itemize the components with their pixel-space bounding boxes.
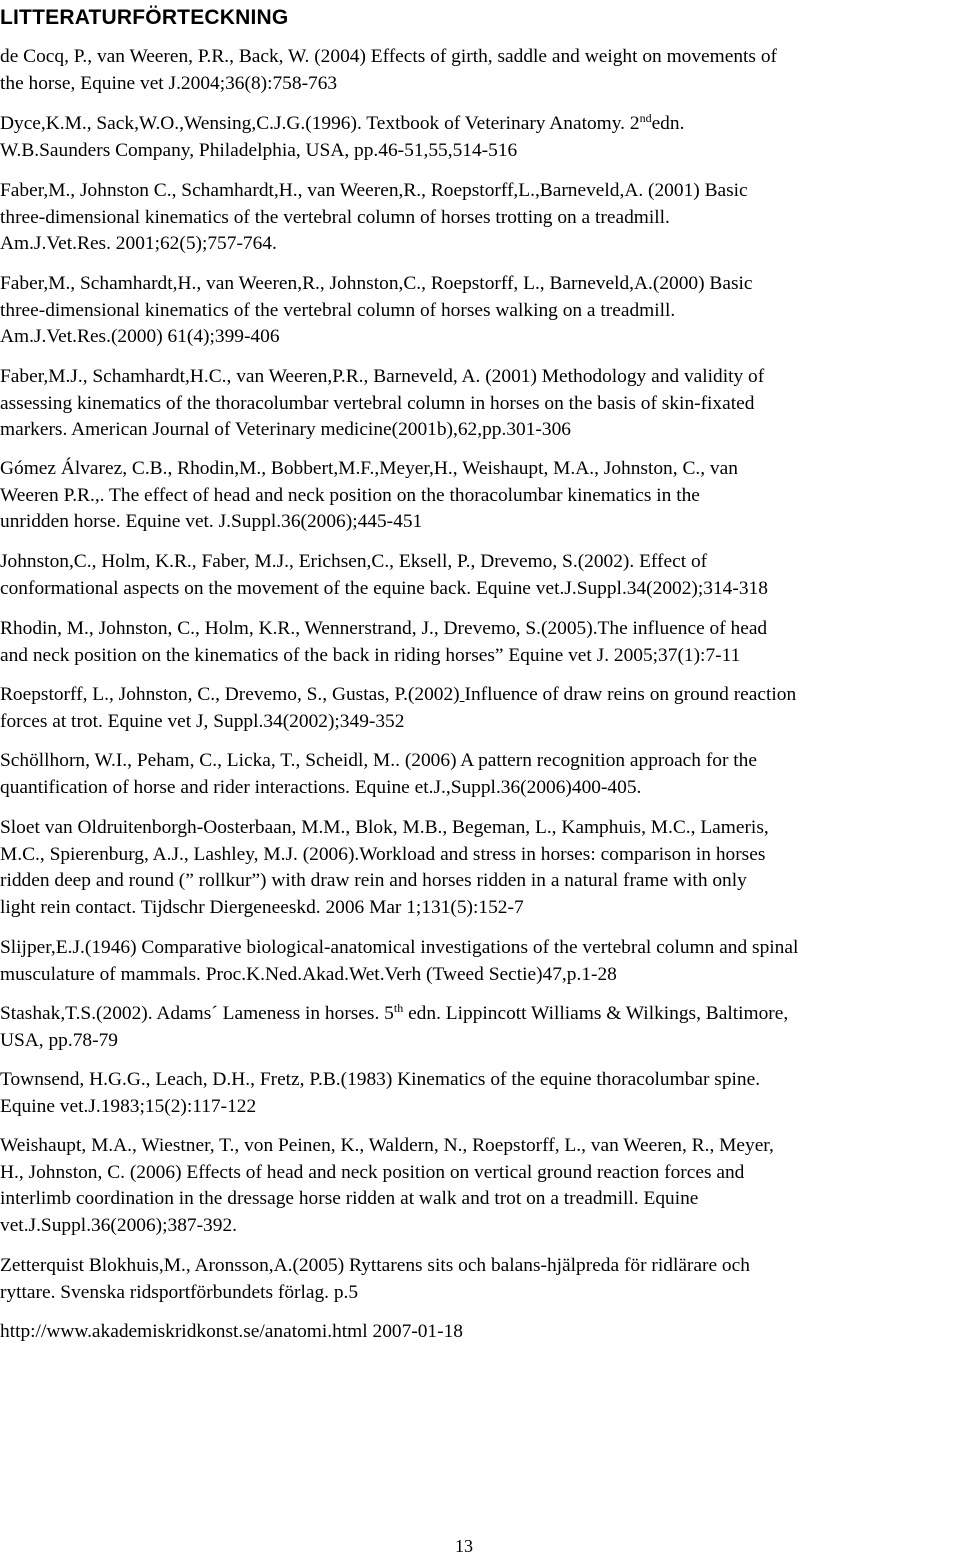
reference-line: ryttare. Svenska ridsportförbundets förlag. p.5 xyxy=(0,1281,359,1303)
reference-line: Slijper,E.J.(1946) Comparative biological-anatomical investigations of the vertebral column and spinal xyxy=(0,937,799,958)
reference-item xyxy=(0,271,958,351)
reference-item xyxy=(0,815,958,922)
reference-url-line[interactable]: http://www.akademiskridkonst.se/anatomi.html 2007-01-18 xyxy=(0,1321,463,1342)
page-number: 13 xyxy=(455,1536,473,1556)
superscript: nd xyxy=(639,111,652,125)
reference-line: assessing kinematics of the thoracolumbar vertebral column in horses on the basis of skin-fixated xyxy=(0,392,755,414)
reference-text: Influence of draw reins on ground reaction xyxy=(464,684,797,705)
reference-line: Rhodin, M., Johnston, C., Holm, K.R., Wennerstrand, J., Drevemo, S.(2005).The influence of head xyxy=(0,618,768,639)
reference-line: Am.J.Vet.Res. 2001;62(5);757-764. xyxy=(0,233,277,255)
reference-text: Dyce,K.M., Sack,W.O.,Wensing,C.J.G.(1996). Textbook of Veterinary Anatomy. 2 xyxy=(0,113,640,134)
reference-line: M.C., Spierenburg, A.J., Lashley, M.J. (2006).Workload and stress in horses: comparison in horses xyxy=(0,843,766,865)
reference-text: Stashak,T.S.(2002). Adams´ Lameness in horses. 5 xyxy=(0,1003,394,1024)
reference-line: interlimb coordination in the dressage horse ridden at walk and trot on a treadmill. Equine xyxy=(0,1188,699,1210)
reference-line: Schöllhorn, W.I., Peham, C., Licka, T., Scheidl, M.. (2006) A pattern recognition approach for the xyxy=(0,750,757,771)
reference-item xyxy=(0,935,958,988)
reference-line: quantification of horse and rider interactions. Equine et.J.,Suppl.36(2006)400-405. xyxy=(0,776,642,798)
reference-line: three-dimensional kinematics of the vertebral column of horses walking on a treadmill. xyxy=(0,299,676,321)
reference-item xyxy=(0,1253,958,1306)
reference-item xyxy=(0,178,958,258)
reference-item xyxy=(0,1319,958,1346)
reference-line: conformational aspects on the movement of the equine back. Equine vet.J.Suppl.34(2002);314-318 xyxy=(0,577,768,599)
reference-line: Gómez Álvarez, C.B., Rhodin,M., Bobbert,M.F.,Meyer,H., Weishaupt, M.A., Johnston, C., van xyxy=(0,458,738,479)
reference-item xyxy=(0,748,958,801)
reference-item xyxy=(0,111,958,164)
reference-text: Roepstorff, L., Johnston, C., Drevemo, S., Gustas, P.(2002) xyxy=(0,684,460,705)
reference-line: Johnston,C., Holm, K.R., Faber, M.J., Erichsen,C., Eksell, P., Drevemo, S.(2002). Effect of xyxy=(0,551,708,572)
reference-line: Faber,M., Johnston C., Schamhardt,H., van Weeren,R., Roepstorff,L.,Barneveld,A. (2001) Basic xyxy=(0,180,748,201)
reference-line: ridden deep and round (” rollkur”) with draw rein and horses ridden in a natural frame with only xyxy=(0,870,747,892)
reference-line: markers. American Journal of Veterinary medicine(2001b),62,pp.301-306 xyxy=(0,419,571,441)
reference-item xyxy=(0,44,958,97)
reference-item xyxy=(0,1067,958,1120)
reference-line: de Cocq, P., van Weeren, P.R., Back, W. (2004) Effects of girth, saddle and weight on movements of xyxy=(0,46,777,67)
reference-text: edn. Lippincott Williams & Wilkings, Baltimore, xyxy=(408,1003,789,1024)
reference-line: Weeren P.R.,. The effect of head and neck position on the thoracolumbar kinematics in the xyxy=(0,484,700,506)
reference-line: Zetterquist Blokhuis,M., Aronsson,A.(2005) Ryttarens sits och balans-hjälpreda för ridlärare och xyxy=(0,1255,750,1276)
reference-line: forces at trot. Equine vet J, Suppl.34(2002);349-352 xyxy=(0,710,405,732)
reference-item xyxy=(0,1133,958,1240)
reference-item xyxy=(0,682,958,735)
reference-item xyxy=(0,616,958,669)
reference-line: Weishaupt, M.A., Wiestner, T., von Peinen, K., Waldern, N., Roepstorff, L., van Weeren, R., Meyer, xyxy=(0,1135,774,1156)
page-heading: LITTERATURFÖRTECKNING xyxy=(0,6,289,29)
reference-line: light rein contact. Tijdschr Diergeneeskd. 2006 Mar 1;131(5):152-7 xyxy=(0,897,524,919)
superscript: th xyxy=(393,1001,404,1015)
reference-line xyxy=(0,682,958,709)
reference-line: Sloet van Oldruitenborgh-Oosterbaan, M.M., Blok, M.B., Begeman, L., Kamphuis, M.C., Lameris, xyxy=(0,817,769,838)
reference-line: Faber,M.J., Schamhardt,H.C., van Weeren,P.R., Barneveld, A. (2001) Methodology and validity of xyxy=(0,366,765,387)
reference-line xyxy=(0,111,958,138)
reference-line: and neck position on the kinematics of the back in riding horses” Equine vet J. 2005;37(1):7-11 xyxy=(0,644,741,666)
reference-line: unridden horse. Equine vet. J.Suppl.36(2006);445-451 xyxy=(0,511,423,533)
reference-line: vet.J.Suppl.36(2006);387-392. xyxy=(0,1215,237,1237)
reference-line: USA, pp.78-79 xyxy=(0,1029,118,1051)
reference-line: three-dimensional kinematics of the vertebral column of horses trotting on a treadmill. xyxy=(0,206,670,228)
reference-line: musculature of mammals. Proc.K.Ned.Akad.Wet.Verh (Tweed Sectie)47,p.1-28 xyxy=(0,963,617,985)
reference-text: edn. xyxy=(651,113,685,134)
reference-item xyxy=(0,456,958,536)
reference-line: Faber,M., Schamhardt,H., van Weeren,R., Johnston,C., Roepstorff, L., Barneveld,A.(2000) Basic xyxy=(0,273,753,294)
reference-line: Am.J.Vet.Res.(2000) 61(4);399-406 xyxy=(0,326,280,348)
reference-line: Townsend, H.G.G., Leach, D.H., Fretz, P.B.(1983) Kinematics of the equine thoracolumbar spine. xyxy=(0,1069,761,1090)
reference-line: Equine vet.J.1983;15(2):117-122 xyxy=(0,1095,257,1117)
reference-item xyxy=(0,364,958,444)
reference-line xyxy=(0,1001,958,1028)
reference-item xyxy=(0,549,958,602)
reference-line: H., Johnston, C. (2006) Effects of head and neck position on vertical ground reaction forces and xyxy=(0,1161,745,1183)
reference-item xyxy=(0,1001,958,1054)
reference-line: W.B.Saunders Company, Philadelphia, USA, pp.46-51,55,514-516 xyxy=(0,139,518,161)
reference-line: the horse, Equine vet J.2004;36(8):758-763 xyxy=(0,72,338,94)
